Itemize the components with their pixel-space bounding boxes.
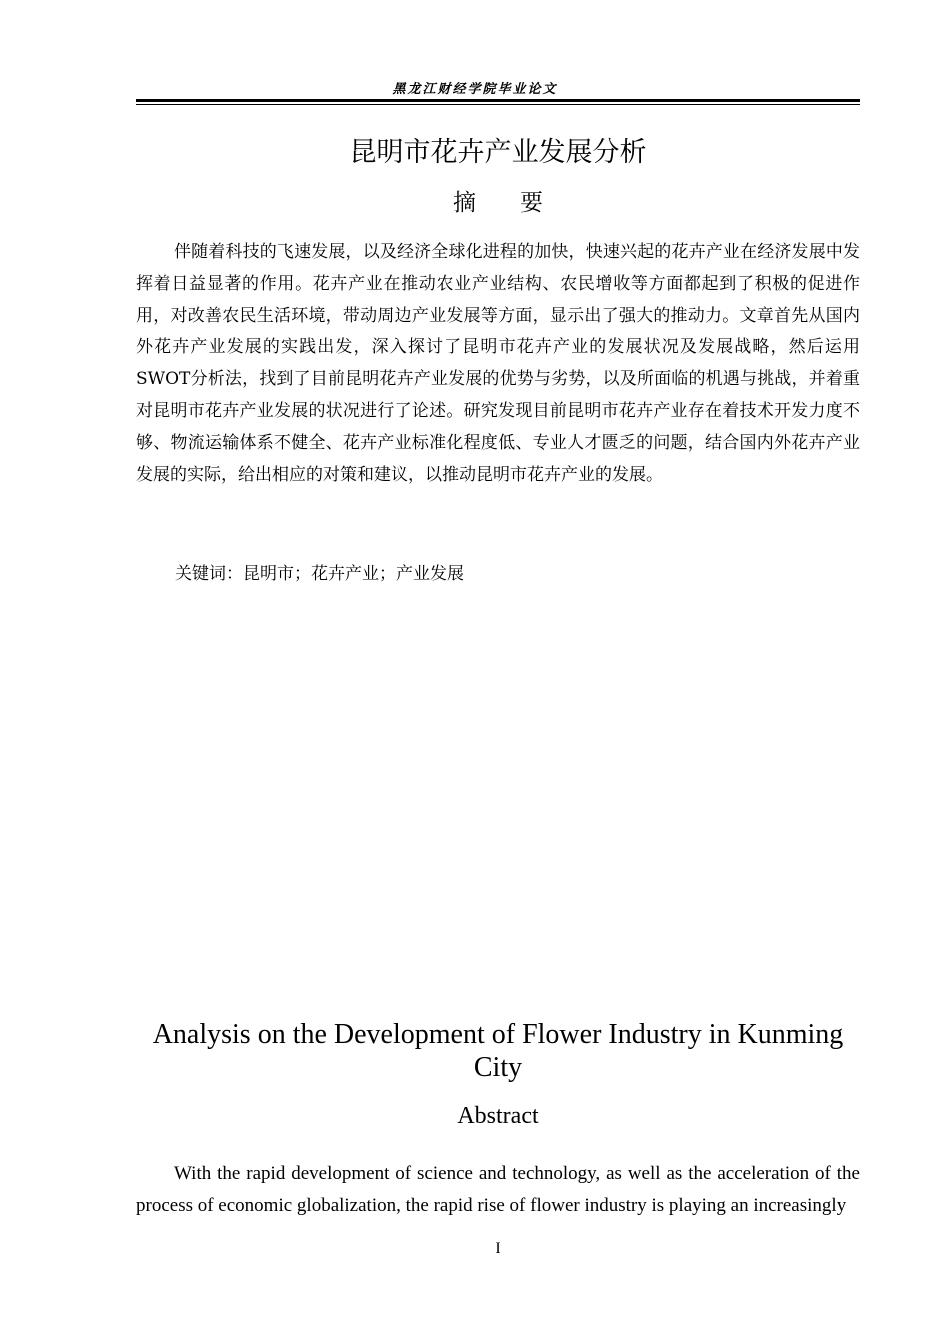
header-rule-thin [136, 104, 860, 105]
english-abstract-body: With the rapid development of science and technology, as well as the acceleration of the process of economic globalization, the rapid rise of flower industry is playing an increasingly [136, 1163, 860, 1216]
chinese-title: 昆明市花卉产业发展分析 [349, 137, 647, 168]
header-rule-thick [136, 99, 860, 102]
chinese-abstract-heading: 摘要 [453, 190, 587, 216]
chinese-abstract-body: 伴随着科技的飞速发展，以及经济全球化进程的加快，快速兴起的花卉产业在经济发展中发挥着日益显著的作用。花卉产业在推动农业产业结构、农民增收等方面都起到了积极的促进作用，对改善农民生活环境，带动周边产业发展等方面，显示出了强大的推动力。文章首先从国内外花卉产业发展的实践出发，深入探讨了昆明市花卉产业的发展状况及发展战略，然后运用SWOT分析法，找到了目前昆明花卉产业发展的优势与劣势，以及所面临的机遇与挑战，并着重对昆明市花卉产业发展的状况进行了论述。研究发现目前昆明市花卉产业存在着技术开发力度不够、物流运输体系不健全、花卉产业标准化程度低、专业人才匮乏的问题，结合国内外花卉产业发展的实际，给出相应的对策和建议，以推动昆明市花卉产业的发展。 [136, 242, 860, 485]
keywords-label: 关键词： [175, 564, 243, 584]
page-number: I [495, 1240, 501, 1257]
running-header: 黑龙江财经学院毕业论文 [392, 82, 558, 97]
english-abstract-heading: Abstract [457, 1103, 539, 1129]
chinese-keywords [175, 559, 464, 584]
keywords-value: 昆明市；花卉产业；产业发展 [243, 564, 464, 584]
english-title: Analysis on the Development of Flower Industry in Kunming City [152, 1019, 844, 1083]
